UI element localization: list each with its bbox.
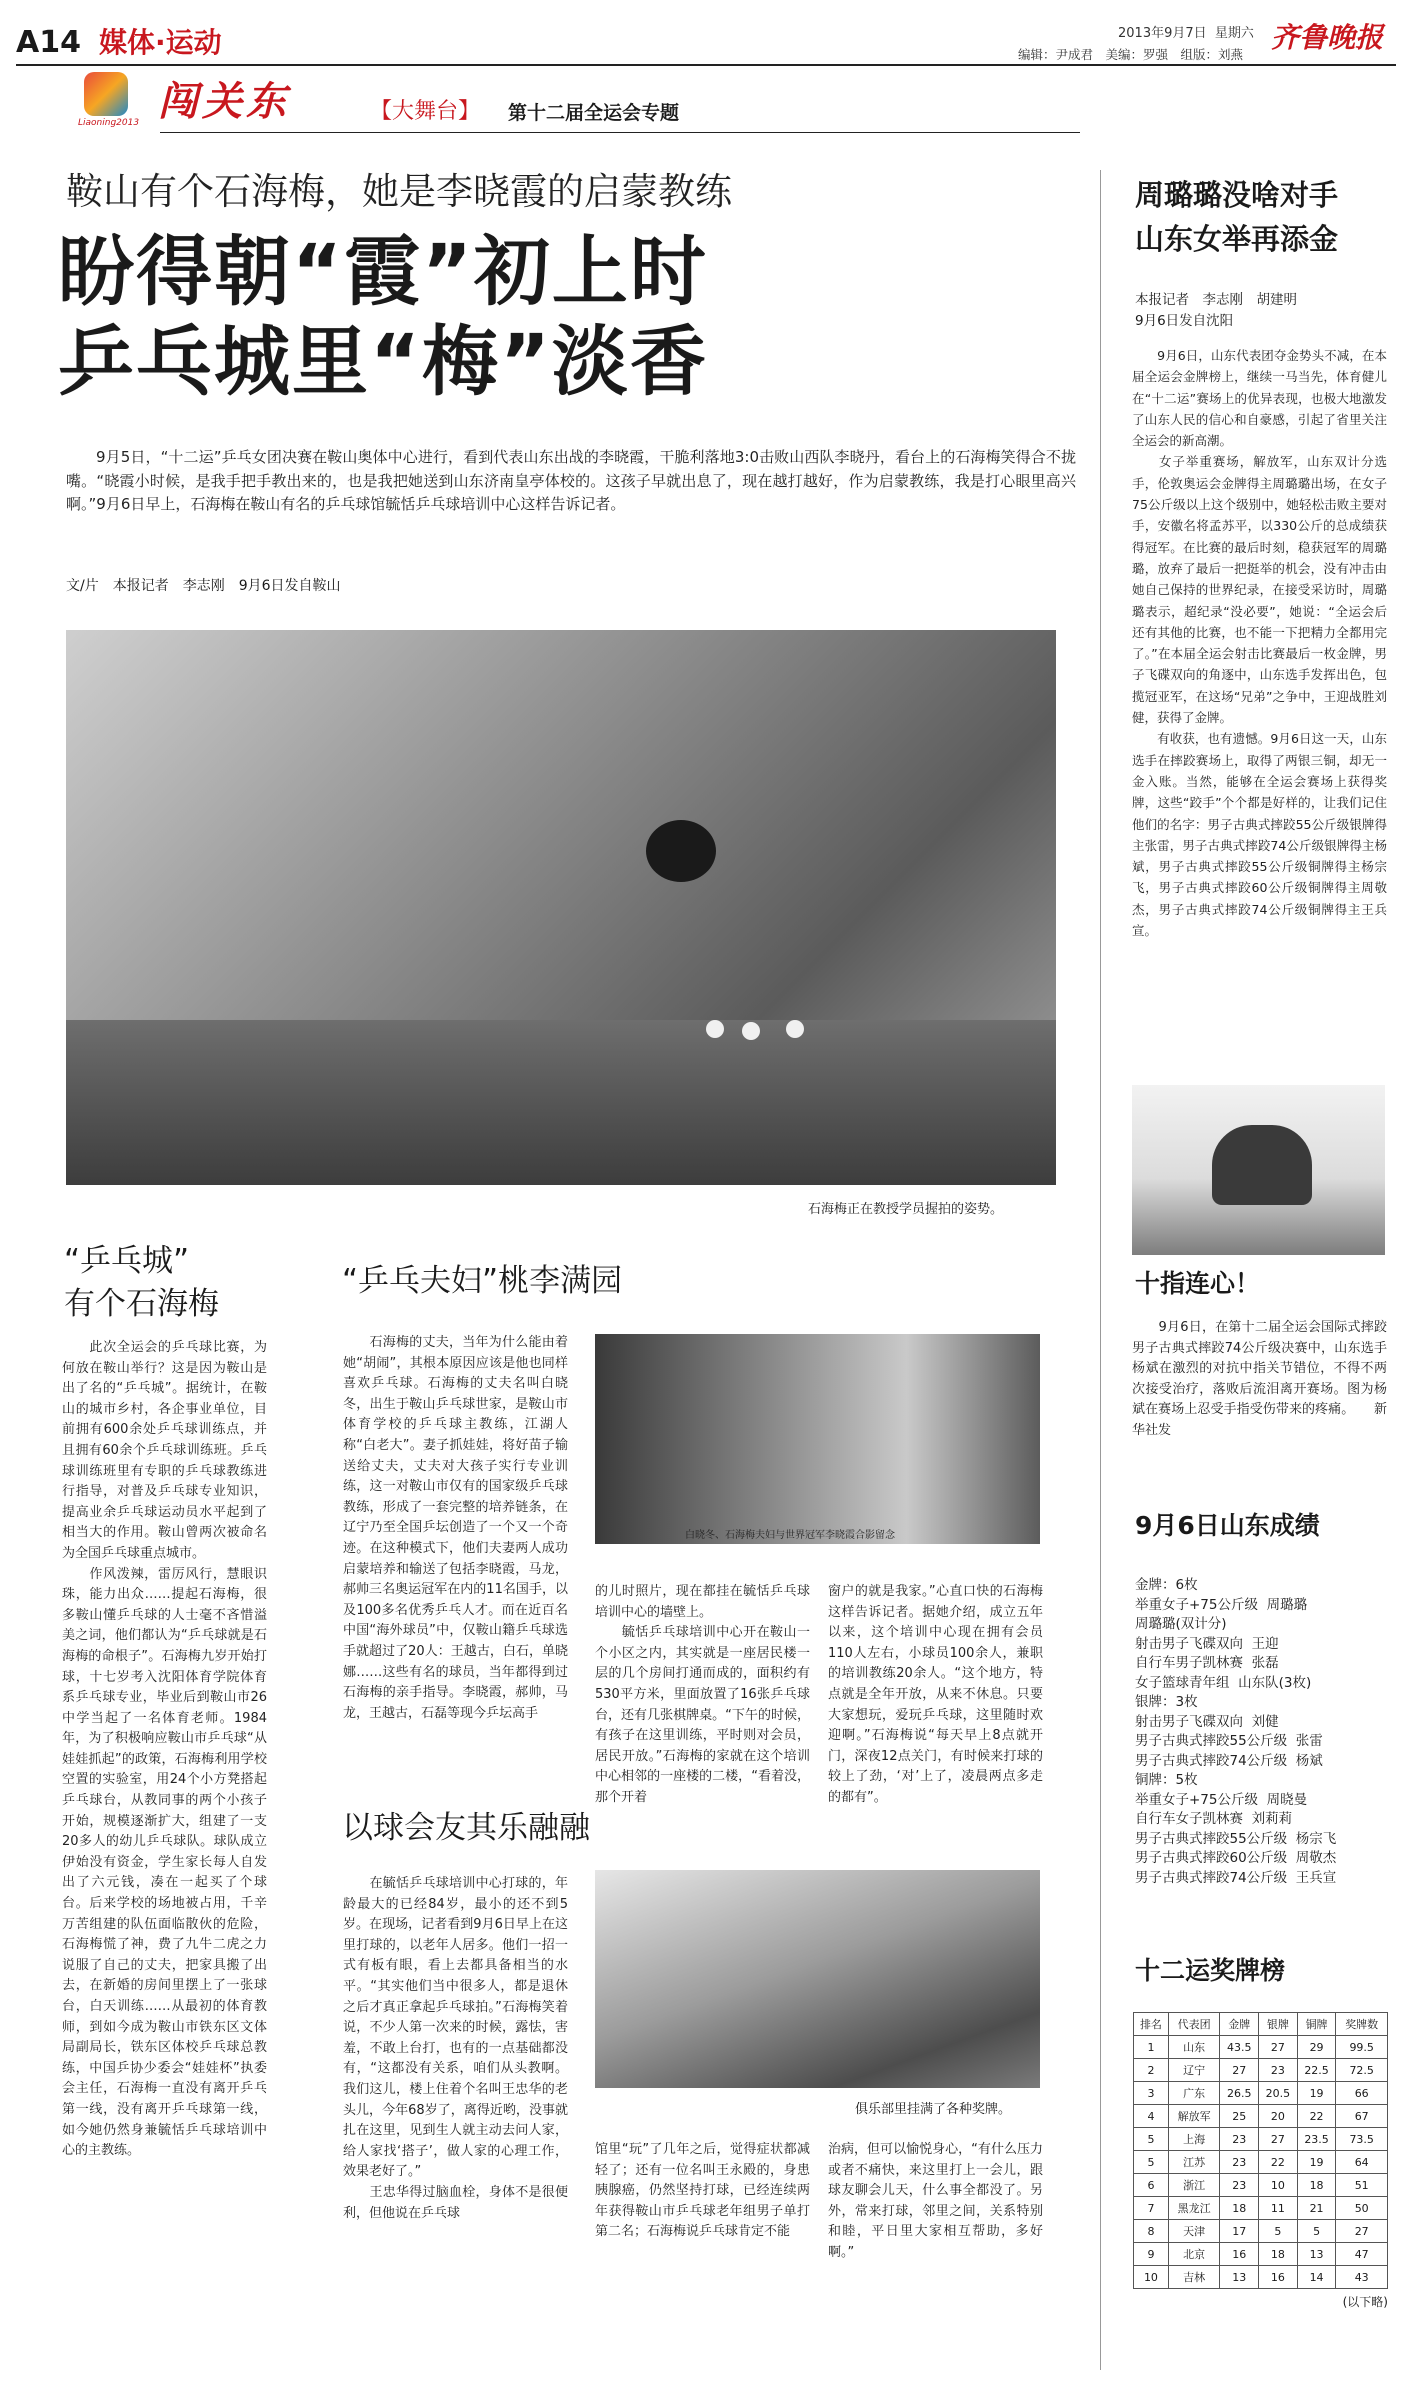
medal-table-cell: 17 xyxy=(1220,2220,1259,2243)
medal-table-cell: 5 xyxy=(1134,2151,1169,2174)
medal-table-cell: 浙江 xyxy=(1168,2174,1220,2197)
result-athlete: 周敬杰 xyxy=(1295,1850,1337,1866)
results-row xyxy=(1135,1615,1393,1635)
right-column-divider xyxy=(1100,170,1101,2370)
result-athlete: 杨宗飞 xyxy=(1295,1830,1337,1847)
medal-table-cell: 27 xyxy=(1336,2220,1388,2243)
sec1-title-2: 有个石海梅 xyxy=(64,1286,219,1322)
medal-table-cell: 5 xyxy=(1259,2220,1298,2243)
medal-table-cell: 43 xyxy=(1336,2266,1388,2289)
results-row xyxy=(1135,1849,1393,1869)
result-event: 射击男子飞碟双向 xyxy=(1135,1713,1243,1730)
ping-pong-ball-icon xyxy=(786,1020,804,1038)
medal-table-cell: 18 xyxy=(1220,2197,1259,2220)
medal-table-cell: 23 xyxy=(1220,2174,1259,2197)
medal-table-cell: 10 xyxy=(1259,2174,1298,2197)
medal-table-cell: 19 xyxy=(1297,2151,1336,2174)
page-number: A14 xyxy=(16,25,81,60)
medal-table-cell: 黑龙江 xyxy=(1168,2197,1220,2220)
wrestler-photo-title: 十指连心！ xyxy=(1135,1269,1261,1298)
results-row xyxy=(1135,1693,1393,1713)
medal-table-cell: 16 xyxy=(1220,2243,1259,2266)
medal-table-cell: 18 xyxy=(1297,2174,1336,2197)
medal-table-cell: 20 xyxy=(1259,2105,1298,2128)
result-event: 银牌：3枚 xyxy=(1135,1694,1198,1710)
medal-table-cell: 江苏 xyxy=(1168,2151,1220,2174)
table-row xyxy=(1134,2243,1388,2266)
medal-table-cell: 27 xyxy=(1259,2036,1298,2059)
issue-date xyxy=(1118,22,1254,41)
result-event: 男子古典式摔跤74公斤级 xyxy=(1135,1869,1288,1886)
results-row xyxy=(1135,1596,1393,1616)
right-byline-1: 本报记者 李志刚 胡建明 xyxy=(1135,292,1297,308)
results-row xyxy=(1135,1576,1393,1596)
main-headline-1: 盼得朝“霞”初上时 xyxy=(58,227,708,316)
medal-header-cell: 铜牌 xyxy=(1297,2013,1336,2036)
medal-table-wrap xyxy=(1133,2012,1388,2310)
medal-table-cell: 吉林 xyxy=(1168,2266,1220,2289)
result-athlete: 刘莉莉 xyxy=(1251,1811,1293,1827)
medal-table-cell: 广东 xyxy=(1168,2082,1220,2105)
medal-table-footer: (以下略) xyxy=(1342,2295,1388,2309)
main-photo xyxy=(66,630,1056,1185)
couple-photo xyxy=(595,1334,1040,1544)
sec3-col3: 治病，但可以愉悦身心，“有什么压力或者不痛快，来这里打上一会儿，跟球友聊会儿天，什么事全都没了。另外，常来打球，邻里之间，关系特别和睦，平日里大家相互帮助，多好啊。” xyxy=(828,2142,1043,2260)
results-row xyxy=(1135,1713,1393,1733)
medal-table-cell: 3 xyxy=(1134,2082,1169,2105)
results-list xyxy=(1135,1576,1393,1888)
medal-header-cell: 奖牌数 xyxy=(1336,2013,1388,2036)
medal-header-cell: 排名 xyxy=(1134,2013,1169,2036)
medal-table-cell: 11 xyxy=(1259,2197,1298,2220)
medal-table-cell: 18 xyxy=(1259,2243,1298,2266)
main-headline-2: 乒乓城里“梅”淡香 xyxy=(58,317,708,406)
sec1-body: 此次全运会的乒乓球比赛，为何放在鞍山举行？这是因为鞍山是出了名的“乒乓城”。据统计，在鞍山的城市乡村，各企事业单位，目前拥有600余处乒乓球训练点，并且拥有60余个乒乓球训练班。乒乓球训练班里有专职的乒乓球教练进行指导，对普及乒乓球专业知识，提高业余乒乓球运动员水平起到了相当大的作用。鞍山曾两次被命名为全国乒乓球重点城市。 作风泼辣，雷厉风行，慧眼识珠，能力出众……提起石海梅，很多鞍山懂乒乓球的人士毫不吝惜溢美之词，他们都认为“乒乓球就是石海梅的命根子”。石海梅九岁开始打球，十七岁考入沈阳体育学院体育系乒乓球专业，毕业后到鞍山市26中学当起了一名体育老师。1984年，为了积极响应鞍山市乒乓球“从娃娃抓起”的政策，石海梅利用学校空置的实验室，用24个小方凳搭起乒乓球台，从教同事的两个小孩子开始，规模逐渐扩大，组建了一支20多人的幼儿乒乓球队。球队成立伊始没有资金，学生家长每人自发出了六元钱，凑在一起买了个球台。后来学校的场地被占用，千辛万苦组建的队伍面临散伙的危险，石海梅慌了神，费了九牛二虎之力说服了自己的丈夫，把家具搬了出去，在新婚的房间里摆上了一张球台，白天训练……从最初的体育教师，到如今成为鞍山市铁东区文体局副局长，铁东区体校乒乓球总教练，中国乒协少委会“娃娃杯”执委会主任，石海梅一直没有离开乒乓第一线，没有离开乒乓球第一线，如今她仍然身兼毓恬乒乓球培训中心的主教练。 xyxy=(62,1340,267,2159)
results-row xyxy=(1135,1791,1393,1811)
right-title-2: 山东女举再添金 xyxy=(1135,222,1339,256)
medal-table-cell: 27 xyxy=(1259,2128,1298,2151)
medal-table-cell: 山东 xyxy=(1168,2036,1220,2059)
result-athlete: 山东队(3枚) xyxy=(1238,1674,1312,1691)
medal-table-cell: 9 xyxy=(1134,2243,1169,2266)
result-event: 自行车男子凯林赛 xyxy=(1135,1655,1243,1671)
table-row xyxy=(1134,2059,1388,2082)
result-event: 金牌：6枚 xyxy=(1135,1577,1198,1593)
medal-table-cell: 2 xyxy=(1134,2059,1169,2082)
result-event: 周璐璐(双计分) xyxy=(1135,1616,1227,1632)
column-logo: 闯关东 xyxy=(158,78,290,125)
header-rule xyxy=(16,64,1396,66)
medal-table-cell: 99.5 xyxy=(1336,2036,1388,2059)
results-row xyxy=(1135,1654,1393,1674)
result-athlete: 刘健 xyxy=(1251,1713,1279,1730)
main-kicker: 鞍山有个石海梅，她是李晓霞的启蒙教练 xyxy=(66,170,732,213)
sec2-col2: 的儿时照片，现在都挂在毓恬乒乓球培训中心的墙壁上。 毓恬乒乓球培训中心开在鞍山一个小区之内，其实就是一座居民楼一层的几个房间打通而成的，面积约有530平方米，里面放置了16张乒乓球台，还有几张棋牌桌。“下午的时候，有孩子在这里训练，平时则对会员，居民开放。”石海梅的家就在这个培训中心相邻的一座楼的二楼，“看着没，那个开着 xyxy=(595,1584,810,1805)
result-athlete: 张雷 xyxy=(1295,1733,1323,1749)
table-row xyxy=(1134,2197,1388,2220)
medal-table-cell: 22 xyxy=(1259,2151,1298,2174)
medal-table-cell: 解放军 xyxy=(1168,2105,1220,2128)
table-row xyxy=(1134,2151,1388,2174)
page-header xyxy=(0,0,1409,60)
result-athlete: 张磊 xyxy=(1251,1655,1279,1671)
medal-table-cell: 29 xyxy=(1297,2036,1336,2059)
table-row xyxy=(1134,2174,1388,2197)
wrestler-figure xyxy=(1212,1125,1312,1205)
medal-table-cell: 13 xyxy=(1220,2266,1259,2289)
sec3-title: 以球会友其乐融融 xyxy=(342,1810,590,1846)
results-row xyxy=(1135,1810,1393,1830)
medal-table-cell: 23.5 xyxy=(1297,2128,1336,2151)
main-lead: 9月5日，“十二运”乒乓女团决赛在鞍山奥体中心进行，看到代表山东出战的李晓霞，干脆利落地3:0击败山西队李晓丹，看台上的石海梅笑得合不拢嘴。“晓霞小时候，是我手把手教出来的，也是我把她送到山东济南皇亭体校的。这孩子早就出息了，现在越打越好，作为启蒙教练，我是打心眼里高兴啊。”9月6日早上，石海梅在鞍山有名的乒乓球馆毓恬乒乓球培训中心这样告诉记者。 xyxy=(66,448,1076,513)
results-row xyxy=(1135,1674,1393,1694)
medal-table-cell: 上海 xyxy=(1168,2128,1220,2151)
result-event: 自行车女子凯林赛 xyxy=(1135,1811,1243,1827)
medal-table xyxy=(1133,2012,1388,2289)
result-athlete: 杨斌 xyxy=(1295,1752,1323,1769)
medal-table-cell: 51 xyxy=(1336,2174,1388,2197)
medal-table-cell: 47 xyxy=(1336,2243,1388,2266)
medal-header-cell: 金牌 xyxy=(1220,2013,1259,2036)
newspaper-logo: 齐鲁晚报 xyxy=(1271,21,1384,54)
medal-table-cell: 50 xyxy=(1336,2197,1388,2220)
sec3-col1: 在毓恬乒乓球培训中心打球的，年龄最大的已经84岁，最小的还不到5岁。在现场，记者看到9月6日早上在这里打球的，以老年人居多。他们一招一式有板有眼，看上去都具备相当的水平。“其实他们当中很多人，都是退休之后才真正拿起乒乓球拍。”石海梅笑着说，不少人第一次来的时候，露怯，害羞，不敢上台打，也有的一点基础都没有，“这都没有关系，咱们从头教啊。我们这儿，楼上住着个名叫王忠华的老头儿，今年68岁了，离得近哟，没事就扎在这里，见到生人就主动去问人家，给人家找‘搭子’，做人家的心理工作，效果老好了。” 王忠华得过脑血栓，身体不是很便利，但他说在乒乓球 xyxy=(343,1876,568,2221)
result-event: 男子古典式摔跤60公斤级 xyxy=(1135,1850,1288,1866)
main-byline: 文/片 本报记者 李志刚 9月6日发自鞍山 xyxy=(66,578,341,594)
medal-table-cell: 北京 xyxy=(1168,2243,1220,2266)
medal-table-cell: 73.5 xyxy=(1336,2128,1388,2151)
result-event: 射击男子飞碟双向 xyxy=(1135,1635,1243,1652)
logo-rule xyxy=(160,132,1080,133)
main-photo-caption: 石海梅正在教授学员握拍的姿势。 xyxy=(808,1202,1004,1217)
results-row xyxy=(1135,1771,1393,1791)
medal-table-cell: 27 xyxy=(1220,2059,1259,2082)
ping-pong-ball-icon xyxy=(742,1022,760,1040)
medal-table-cell: 14 xyxy=(1297,2266,1336,2289)
games-logo xyxy=(78,72,148,134)
medal-table-cell: 25 xyxy=(1220,2105,1259,2128)
result-event: 女子篮球青年组 xyxy=(1135,1674,1230,1691)
medal-table-cell: 16 xyxy=(1259,2266,1298,2289)
results-title: 9月6日山东成绩 xyxy=(1135,1511,1320,1540)
medal-table-cell: 23 xyxy=(1259,2059,1298,2082)
medal-table-cell: 6 xyxy=(1134,2174,1169,2197)
result-athlete: 周晓曼 xyxy=(1266,1791,1308,1808)
medal-header-cell: 银牌 xyxy=(1259,2013,1298,2036)
couple-photo-caption: 白晓冬、石海梅夫妇与世界冠军李晓霞合影留念 xyxy=(685,1530,895,1541)
table-row xyxy=(1134,2266,1388,2289)
special-tag: 【大舞台】 xyxy=(370,99,481,124)
medal-table-cell: 13 xyxy=(1297,2243,1336,2266)
medal-table-cell: 7 xyxy=(1134,2197,1169,2220)
results-row xyxy=(1135,1830,1393,1850)
medal-table-cell: 64 xyxy=(1336,2151,1388,2174)
weekday-text: 星期六 xyxy=(1214,26,1254,41)
table-row xyxy=(1134,2036,1388,2059)
result-athlete: 王兵宣 xyxy=(1295,1869,1337,1886)
medal-table-cell: 72.5 xyxy=(1336,2059,1388,2082)
medal-table-cell: 67 xyxy=(1336,2105,1388,2128)
medal-table-cell: 21 xyxy=(1297,2197,1336,2220)
sec2-title: “乒乓夫妇”桃李满园 xyxy=(342,1263,623,1299)
medals-photo xyxy=(595,1870,1040,2088)
medal-table-cell: 23 xyxy=(1220,2128,1259,2151)
editors-line: 编辑：尹成君 美编：罗强 组版：刘燕 xyxy=(1018,47,1244,62)
games-logo-subtitle: Liaoning2013 xyxy=(78,118,140,128)
medal-table-cell: 20.5 xyxy=(1259,2082,1298,2105)
results-row xyxy=(1135,1732,1393,1752)
medal-table-cell: 5 xyxy=(1297,2220,1336,2243)
medal-table-body xyxy=(1134,2036,1388,2289)
medal-table-cell: 22 xyxy=(1297,2105,1336,2128)
medal-table-cell: 辽宁 xyxy=(1168,2059,1220,2082)
medal-table-cell: 1 xyxy=(1134,2036,1169,2059)
results-row xyxy=(1135,1635,1393,1655)
medal-table-cell: 26.5 xyxy=(1220,2082,1259,2105)
medal-table-cell: 23 xyxy=(1220,2151,1259,2174)
medal-table-cell: 66 xyxy=(1336,2082,1388,2105)
sec2-col3: 窗户的就是我家。”心直口快的石海梅这样告诉记者。据她介绍，成立五年以来，这个培训中心现在拥有会员110人左右，小球员100余人，兼职的培训教练20余人。“这个地方，特点就是全年开放，从来不休息。只要大家想玩，爱玩乒乓球，这里随时欢迎啊。”石海梅说“每天早上8点就开门，深夜12点关门，有时候来打球的较上了劲，‘对’上了，凌晨两点多走的都有”。 xyxy=(828,1584,1043,1805)
result-event: 男子古典式摔跤74公斤级 xyxy=(1135,1752,1288,1769)
special-title: 第十二届全运会专题 xyxy=(508,102,680,124)
wrestler-photo-caption: 9月6日，在第十二届全运会国际式摔跤男子古典式摔跤74公斤级决赛中，山东选手杨斌在激烈的对抗中指关节错位，不得不两次接受治疗，落败后流泪离开赛场。图为杨斌在赛场上忍受手指受伤带来的疼痛。 新华社发 xyxy=(1132,1320,1387,1438)
table-surface xyxy=(66,1020,1056,1185)
medal-table-header xyxy=(1134,2013,1388,2036)
result-event: 男子古典式摔跤55公斤级 xyxy=(1135,1830,1288,1847)
medal-table-cell: 5 xyxy=(1134,2128,1169,2151)
table-row xyxy=(1134,2105,1388,2128)
result-event: 举重女子+75公斤级 xyxy=(1135,1791,1258,1808)
wrestler-photo xyxy=(1132,1085,1385,1255)
medal-table-cell: 4 xyxy=(1134,2105,1169,2128)
medal-table-cell: 10 xyxy=(1134,2266,1169,2289)
result-event: 男子古典式摔跤55公斤级 xyxy=(1135,1733,1288,1749)
medals-photo-caption: 俱乐部里挂满了各种奖牌。 xyxy=(855,2102,1012,2117)
games-emblem-icon xyxy=(84,72,128,116)
result-athlete: 王迎 xyxy=(1251,1635,1279,1652)
date-text: 2013年9月7日 xyxy=(1118,26,1207,41)
ping-pong-ball-icon xyxy=(706,1020,724,1038)
medal-table-cell: 43.5 xyxy=(1220,2036,1259,2059)
sec2-col1: 石海梅的丈夫，当年为什么能由着她“胡闹”，其根本原因应该是他也同样喜欢乒乓球。石海梅的丈夫名叫白晓冬，出生于鞍山乒乓球世家，是鞍山市体育学校的乒乓球主教练，江湖人称“白老大”。妻子抓娃娃，将好苗子输送给丈夫，丈夫对大孩子实行专业训练，这一对鞍山市仅有的国家级乒乓球教练，形成了一套完整的培养链条，在辽宁乃至全国乒坛创造了一个又一个奇迹。在这种模式下，他们夫妻两人成功启蒙培养和输送了包括李晓霞，马龙，郝帅三名奥运冠军在内的11名国手，以及100多名优秀乒乓人才。而在近百名中国“海外球员”中，仅鞍山籍乒乓球选手就超过了20人：王越古，白石，单晓娜……这些有名的球员，当年都得到过石海梅的亲手指导。李晓霞，郝帅，马龙，王越古，石磊等现今乒坛高手 xyxy=(343,1335,568,1721)
medal-table-cell: 22.5 xyxy=(1297,2059,1336,2082)
result-event: 举重女子+75公斤级 xyxy=(1135,1596,1258,1613)
right-byline-2: 9月6日发自沈阳 xyxy=(1135,313,1234,329)
right-body: 9月6日，山东代表团夺金势头不减，在本届全运会金牌榜上，继续一马当先，体育健儿在“十二运”赛场上的优异表现，也极大地激发了山东人民的信心和自豪感，引起了省里关注全运会的新高潮。 女子举重赛场，解放军，山东双计分选手，伦敦奥运会金牌得主周璐璐出场，在女子75公斤级以上这个级别中，她轻松击败主要对手，安徽名将孟苏平，以330公斤的总成绩获得冠军。在比赛的最后时刻，稳获冠军的周璐璐，放弃了最后一把挺举的机会，没有冲击由她自己保持的世界纪录，在接受采访时，周璐璐表示，超纪录“没必要”，她说：“全运会后还有其他的比赛，也不能一下把精力全都用完了。”在本届全运会射击比赛最后一枚金牌，男子飞碟双向的角逐中，山东选手发挥出色，包揽冠亚军，在这场“兄弟”之争中，王迎战胜刘健，获得了金牌。 有收获，也有遗憾。9月6日这一天，山东选手在摔跤赛场上，取得了两银三铜，却无一金入账。当然，能够在全运会赛场上获得奖牌，这些“跤手”个个都是好样的，让我们记住他们的名字：男子古典式摔跤55公斤级银牌得主张雷，男子古典式摔跤74公斤级银牌得主杨斌，男子古典式摔跤55公斤级铜牌得主杨宗飞，男子古典式摔跤60公斤级铜牌得主周敬杰，男子古典式摔跤74公斤级铜牌得主王兵宣。 xyxy=(1132,348,1387,939)
medal-table-cell: 天津 xyxy=(1168,2220,1220,2243)
medal-table-title: 十二运奖牌榜 xyxy=(1135,1956,1286,1985)
result-event: 铜牌：5枚 xyxy=(1135,1772,1198,1788)
results-row xyxy=(1135,1869,1393,1889)
results-row xyxy=(1135,1752,1393,1772)
medal-table-cell: 19 xyxy=(1297,2082,1336,2105)
medal-header-cell: 代表团 xyxy=(1168,2013,1220,2036)
table-row xyxy=(1134,2082,1388,2105)
result-athlete: 周璐璐 xyxy=(1266,1596,1308,1613)
sec1-title-1: “乒乓城” xyxy=(64,1243,190,1279)
table-row xyxy=(1134,2128,1388,2151)
table-row xyxy=(1134,2220,1388,2243)
ping-pong-paddle-icon xyxy=(646,820,716,882)
medal-table-cell: 8 xyxy=(1134,2220,1169,2243)
sec3-col2: 馆里“玩”了几年之后，觉得症状都减轻了；还有一位名叫王永殿的，身患胰腺癌，仍然坚持打球，已经连续两年获得鞍山市乒乓球老年组男子单打第二名；石海梅说乒乓球肯定不能 xyxy=(595,2142,810,2240)
section-name: 媒体·运动 xyxy=(99,26,222,59)
right-title-1: 周璐璐没啥对手 xyxy=(1135,178,1339,212)
